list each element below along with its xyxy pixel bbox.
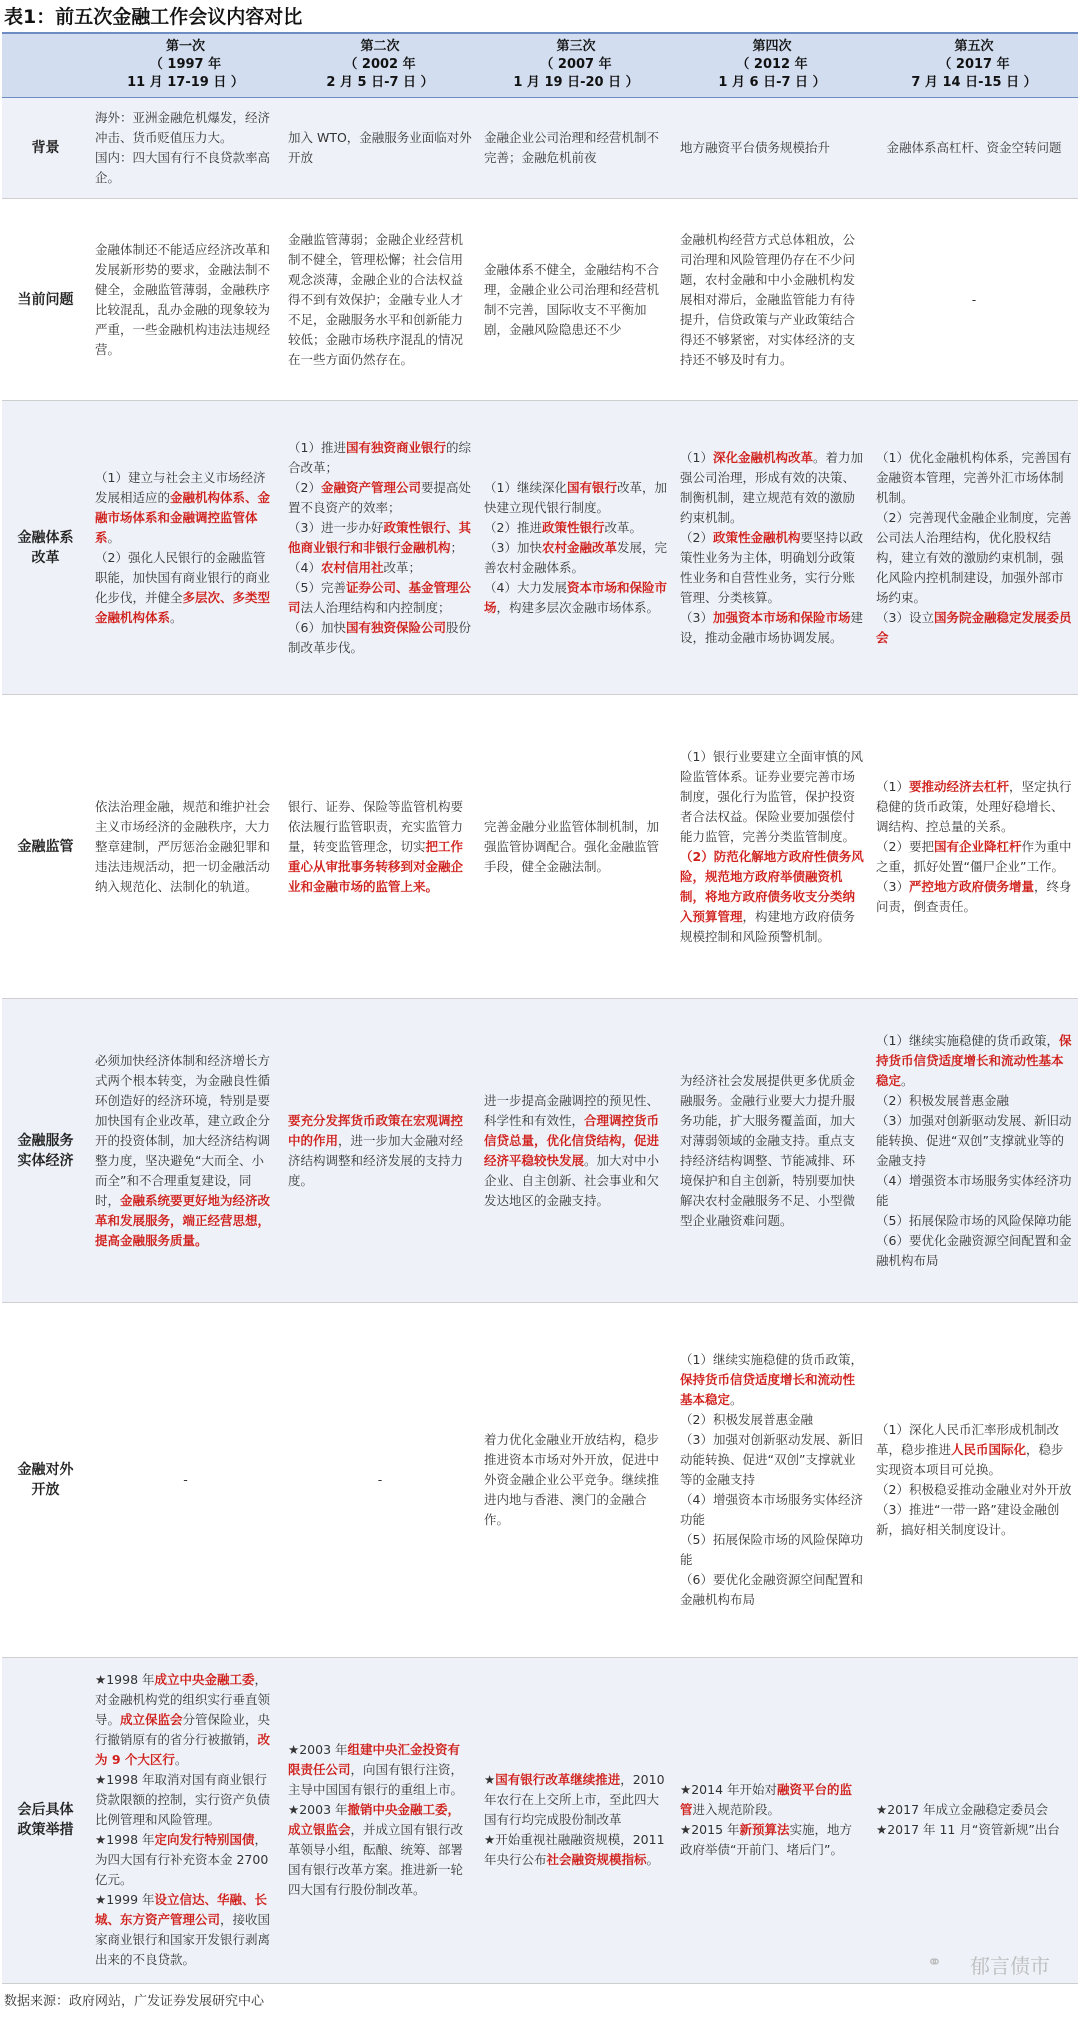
highlight-text: 保持货币信贷适度增长和流动性基本稳定 [876, 1032, 1072, 1088]
cell-text: （2）积极发展普惠金融 [876, 1092, 1009, 1108]
cell-text: ，对金融机构党的组织实行垂直领导。 [95, 1672, 271, 1728]
cell-text: ，进一步加大金融对经济结构调整和经济发展的支持力度。 [288, 1132, 464, 1188]
cell-text: ，构建多层次金融市场体系。 [496, 599, 660, 615]
cell-paragraph [680, 1820, 864, 1860]
cell-text: （6）要优化金融资源空间配置和金融机构布局 [876, 1232, 1072, 1268]
table-cell [478, 1303, 674, 1658]
cell-paragraph [876, 448, 1072, 508]
highlight-text: 国有独资保险公司 [345, 619, 446, 635]
cell-text: 地方融资平台债务规模抬升 [680, 139, 831, 155]
table-cell [89, 401, 282, 695]
cell-text: 金融监管薄弱；金融企业经营机制不健全，管理松懈；社会信用观念淡薄，金融企业的合法权益得不到有效保护；金融专业人才不足，金融服务水平和创新能力较低；金融市场秩序混乱的情况在一些方面仍然存在。 [288, 231, 464, 367]
cell-text: （1）银行业要建立全面审慎的风险监管体系。证券业要完善市场制度，强化行为监管，保护投资者合法权益。保险业要加强偿付能力监管，完善分类监管制度。 [680, 748, 863, 844]
cell-paragraph [95, 1830, 276, 1890]
cell-text: 进一步提高金融调控的预见性、科学性和有效性， [484, 1092, 660, 1128]
highlight-text: 成立中央金融工委 [154, 1672, 255, 1688]
cell-paragraph [484, 128, 668, 168]
cell-text: （1）继续实施稳健的货币政策， [680, 1351, 863, 1367]
cell-paragraph [288, 1470, 472, 1490]
cell-text: （2） [680, 529, 713, 545]
cell-text: （6）加快 [288, 619, 346, 635]
table-cell [282, 401, 478, 695]
table-cell [674, 401, 870, 695]
cell-text: 加入 WTO，金融服务业面临对外开放 [288, 129, 472, 165]
cell-paragraph [876, 608, 1072, 648]
table-cell [89, 1657, 282, 1983]
cell-text: ★开始重视社融融资规模，2011 年央行公布 [484, 1832, 665, 1868]
cell-paragraph [876, 290, 1072, 310]
cell-text: 。加大对中小企业、自主创新、社会事业和欠发达地区的金融支持。 [484, 1152, 660, 1208]
cell-paragraph [484, 578, 668, 618]
cell-text: ★2014 年开始对 [680, 1782, 777, 1798]
cell-paragraph [484, 538, 668, 578]
row-header: 金融服务 实体经济 [2, 999, 89, 1303]
cell-paragraph [95, 1670, 276, 1770]
highlight-text: 证券公司、基金管理公司 [288, 579, 471, 615]
cell-text: （1）继续深化 [484, 479, 567, 495]
table-cell [282, 695, 478, 999]
highlight-text: 融资平台的监管 [680, 1782, 853, 1818]
highlight-text: 农村信用社 [320, 559, 384, 575]
cell-paragraph [876, 1231, 1072, 1271]
cell-text: 着力优化金融业开放结构，稳步推进资本市场对外开放，促进中外资金融企业公平竞争。继续推进内地与香港、澳门的金融合作。 [484, 1431, 660, 1527]
watermark: 郁言债市 [970, 1954, 1050, 1978]
cell-paragraph [484, 478, 668, 518]
cell-paragraph [680, 608, 864, 648]
cell-text: （3）进一步办好 [288, 519, 384, 535]
cell-text: （4）大力发展 [484, 579, 567, 595]
cell-text: （3）加强对创新驱动发展、新旧动能转换、促进“双创”支撑就业等的金融支持 [680, 1431, 863, 1487]
cell-paragraph [680, 1071, 864, 1231]
cell-paragraph [680, 448, 864, 528]
table-cell [870, 1303, 1078, 1658]
comparison-table [2, 32, 1078, 1984]
wechat-bubble-icon: ⚭ [926, 1952, 942, 1973]
cell-paragraph [680, 138, 864, 158]
cell-paragraph [876, 837, 1072, 877]
cell-text: 国内：四大国有行不良贷款率高企。 [95, 149, 271, 185]
cell-paragraph [876, 1820, 1072, 1840]
cell-text: 为经济社会发展提供更多优质金融服务。金融行业要大力提升服务功能，扩大服务覆盖面，加大对薄弱领域的金融支持。重点支持经济结构调整、节能减排、环境保护和自主创新，特别要加快解决农村金融服务不足、小型微型企业融资难问题。 [680, 1072, 856, 1228]
cell-text: ，坚定执行稳健的货币政策，处理好稳增长、调结构、控总量的关系。 [876, 778, 1072, 834]
cell-paragraph [95, 797, 276, 897]
cell-text: ，构建地方政府债务规模控制和风险预警机制。 [680, 908, 856, 944]
cell-text: （5）拓展保险市场的风险保障功能 [680, 1531, 863, 1567]
cell-text: 金融体系高杠杆、资金空转问题 [886, 139, 1062, 155]
row-header: 会后具体 政策举措 [2, 1657, 89, 1983]
cell-text: （2）强化人民银行的金融监管职能，加快国有商业银行的商业化步伐，并健全 [95, 549, 271, 605]
cell-paragraph [876, 1171, 1072, 1211]
table-row [2, 1657, 1078, 1983]
cell-text: 。 [170, 609, 183, 625]
cell-paragraph [680, 1780, 864, 1820]
table-cell [674, 1303, 870, 1658]
cell-text: - [183, 1471, 188, 1487]
cell-paragraph [484, 817, 668, 877]
cell-paragraph [288, 128, 472, 168]
cell-paragraph [95, 1890, 276, 1970]
table-cell [282, 198, 478, 401]
column-header-3: 第三次 （ 2007 年 1 月 19 日-20 日 ） [478, 33, 674, 97]
cell-text: （3） [876, 878, 909, 894]
table-cell [478, 198, 674, 401]
cell-paragraph [876, 1211, 1072, 1231]
highlight-text: 撤销中央金融工委，成立银监会 [288, 1802, 461, 1838]
table-row [2, 1303, 1078, 1658]
cell-paragraph [95, 1470, 276, 1490]
row-header: 背景 [2, 97, 89, 198]
cell-text: 。 [646, 1852, 660, 1868]
table-cell [870, 695, 1078, 999]
highlight-text: 资本市场和保险市场 [484, 579, 667, 615]
cell-text: - [971, 291, 977, 307]
cell-text: （1）推进 [288, 439, 346, 455]
cell-text: 进入规范阶段。 [692, 1802, 781, 1818]
table-row [2, 97, 1078, 198]
cell-text: 金融体制还不能适应经济改革和发展新形势的要求，金融法制不健全，金融监管薄弱，金融秩序比较混乱，乱办金融的现象较为严重，一些金融机构违法违规经营。 [95, 241, 271, 357]
cell-paragraph [876, 508, 1072, 608]
cell-text: 。 [107, 529, 121, 545]
highlight-text: 人民币国际化 [951, 1441, 1027, 1457]
table-cell [282, 999, 478, 1303]
cell-paragraph [288, 478, 472, 518]
highlight-text: 政策性银行、其他商业银行和非银行金融机构 [288, 519, 471, 555]
table-cell [89, 695, 282, 999]
cell-text: 。 [174, 1752, 188, 1768]
cell-text: ； [450, 539, 464, 555]
table-cell [89, 1303, 282, 1658]
table-cell [478, 97, 674, 198]
cell-text: （6）要优化金融资源空间配置和金融机构布局 [680, 1571, 863, 1607]
cell-paragraph [680, 1530, 864, 1570]
cell-paragraph [876, 138, 1072, 158]
cell-text: ★ [484, 1772, 496, 1788]
cell-text: 海外：亚洲金融危机爆发，经济冲击、货币贬值压力大。 [95, 109, 271, 145]
highlight-text: 保持货币信贷适度增长和流动性基本稳定 [680, 1371, 856, 1407]
cell-text: ★2017 年 11 月“资管新规”出台 [876, 1822, 1060, 1838]
cell-text: （3）加强对创新驱动发展、新旧动能转换、促进“双创”支撑就业等的金融支持 [876, 1112, 1072, 1168]
cell-paragraph [876, 1091, 1072, 1111]
cell-paragraph [484, 1430, 668, 1530]
cell-text: 金融体系不健全，金融结构不合理，金融企业公司治理和经营机制不完善，国际收支不平衡加剧，金融风险隐患还不少 [484, 261, 660, 337]
cell-paragraph [876, 777, 1072, 837]
cell-paragraph [288, 1800, 472, 1900]
cell-text: 法人治理结构和内控制度； [300, 599, 451, 615]
highlight-text: 国有银行 [566, 479, 617, 495]
table-cell [478, 695, 674, 999]
cell-paragraph [876, 1111, 1072, 1171]
cell-text: 改革； [383, 559, 421, 575]
cell-text: ，向国有银行注资，主导中国国有银行的重组上市。 [288, 1762, 464, 1798]
cell-paragraph [95, 148, 276, 188]
cell-text: （3）加快 [484, 539, 542, 555]
cell-text: （4）增强资本市场服务实体经济功能 [680, 1491, 863, 1527]
table-cell [674, 999, 870, 1303]
cell-paragraph [288, 618, 472, 658]
cell-text: 完善金融分业监管体制机制，加强监管协调配合。强化金融监管手段，健全金融法制。 [484, 818, 660, 874]
cell-paragraph [680, 1430, 864, 1490]
cell-text: 。着力加强公司治理，形成有效的决策、制衡机制，建立规范有效的激励约束机制。 [680, 449, 863, 525]
table-cell [674, 97, 870, 198]
cell-text: 股份制改革步伐。 [288, 619, 471, 655]
cell-text: ★1998 年 [95, 1832, 155, 1848]
table-cell [478, 401, 674, 695]
highlight-text: 国有独资商业银行 [345, 439, 446, 455]
table-title: 表1：前五次金融工作会议内容对比 [4, 6, 303, 28]
highlight-text: 政策性金融机构 [712, 529, 801, 545]
highlight-text: 要充分发挥货币政策在宏观调控中的作用 [288, 1112, 464, 1148]
table-cell [870, 198, 1078, 401]
row-header: 金融体系 改革 [2, 401, 89, 695]
highlight-text: 定向发行特别国债 [154, 1832, 255, 1848]
cell-text: （2） [288, 479, 321, 495]
header-row [2, 33, 1078, 97]
cell-text: ，2010 年农行在上交所上市，至此四大国有行均完成股份制改革 [484, 1772, 665, 1828]
table-row [2, 999, 1078, 1303]
highlight-text: 农村金融改革 [541, 539, 617, 555]
highlight-text: 深化金融机构改革 [712, 449, 813, 465]
cell-paragraph [484, 260, 668, 340]
cell-text: （2）推进 [484, 519, 542, 535]
cell-text: ，接收国家商业银行和国家开发银行剥离出来的不良贷款。 [95, 1912, 271, 1968]
table-row [2, 401, 1078, 695]
highlight-text: （2）防范化解地方政府性债务风险，规范地方政府举债融资机制，将地方政府债务收支分类纳入预算管理 [680, 848, 864, 924]
highlight-text: 严控地方政府债务增量 [908, 878, 1034, 894]
cell-text: 改革。 [604, 519, 642, 535]
cell-text: （5）完善 [288, 579, 346, 595]
cell-paragraph [288, 558, 472, 578]
cell-text: 。 [901, 1072, 914, 1088]
cell-paragraph [288, 797, 472, 897]
cell-text: （1）优化金融机构体系，完善国有金融资本管理，完善外汇市场体制机制。 [876, 449, 1072, 505]
cell-paragraph [680, 1350, 864, 1410]
cell-text: ★2003 年 [288, 1742, 348, 1758]
highlight-text: 国有银行改革继续推进 [495, 1772, 621, 1788]
cell-text: 发展，完善农村金融体系。 [484, 539, 667, 575]
highlight-text: 国务院金融稳定发展委员会 [876, 609, 1072, 645]
highlight-text: 组建中央汇金投资有限责任公司 [288, 1742, 461, 1778]
cell-text: 必须加快经济体制和经济增长方式两个根本转变，为金融良性循环创造好的经济环境，特别是要加快国有企业改革，建立政企分开的投资体制，加大经济结构调整力度，坚决避免“大而全、小而全”和不合理重复建设，同时， [95, 1052, 271, 1208]
cell-paragraph [680, 230, 864, 370]
table-cell [282, 1303, 478, 1658]
cell-text: ，稳步实现资本项目可兑换。 [876, 1441, 1064, 1477]
cell-text: （3）设立 [876, 609, 934, 625]
highlight-text: 金融机构体系、金融市场体系和金融调控监管体系 [95, 489, 271, 545]
cell-paragraph [288, 518, 472, 558]
column-header-5: 第五次 （ 2017 年 7 月 14 日-15 日 ） [870, 33, 1078, 97]
cell-text: （1） [680, 449, 713, 465]
cell-text: ★2017 年成立金融稳定委员会 [876, 1802, 1048, 1818]
cell-paragraph [95, 548, 276, 628]
highlight-text: 成立保监会 [120, 1712, 183, 1728]
cell-text: ★1998 年取消对国有商业银行贷款限额的控制，实行资产负债比例管理和风险管理。 [95, 1772, 271, 1828]
cell-paragraph [876, 1031, 1072, 1091]
cell-paragraph [680, 1410, 864, 1430]
cell-paragraph [288, 230, 472, 370]
table-cell [89, 198, 282, 401]
cell-paragraph [288, 1111, 472, 1191]
highlight-text: 改为 9 个大区行 [95, 1732, 271, 1768]
source-note: 数据来源：政府网站，广发证券发展研究中心 [4, 1994, 265, 2009]
cell-paragraph [876, 877, 1072, 917]
table-cell [674, 1657, 870, 1983]
cell-paragraph [484, 1770, 668, 1830]
corner-header [2, 33, 89, 97]
table-cell [89, 999, 282, 1303]
cell-text: （3） [680, 609, 713, 625]
cell-text: （2）积极发展普惠金融 [680, 1411, 813, 1427]
highlight-text: 新预算法 [739, 1822, 790, 1838]
column-header-4: 第四次 （ 2012 年 1 月 6 日-7 日 ） [674, 33, 870, 97]
cell-text: ★2015 年 [680, 1822, 740, 1838]
cell-paragraph [876, 1800, 1072, 1820]
cell-text: （1） [876, 778, 909, 794]
cell-text: （5）拓展保险市场的风险保障功能 [876, 1212, 1072, 1228]
cell-text: （1）深化人民币汇率形成机制改革，稳步推进 [876, 1421, 1059, 1457]
cell-paragraph [288, 438, 472, 478]
cell-text: 实施，地方政府举债“开前门、堵后门”。 [680, 1822, 853, 1858]
row-header: 当前问题 [2, 198, 89, 401]
table-cell [478, 1657, 674, 1983]
highlight-text: 加强资本市场和保险市场 [712, 609, 851, 625]
cell-text: 要提高处置不良资产的效率； [288, 479, 471, 515]
highlight-text: 政策性银行 [541, 519, 605, 535]
table-cell [674, 198, 870, 401]
table-cell [870, 401, 1078, 695]
cell-paragraph [876, 1500, 1072, 1540]
cell-text: 改革，加快建立现代银行制度。 [484, 479, 667, 515]
row-header: 金融对外 开放 [2, 1303, 89, 1658]
highlight-text: 把工作重心从审批事务转移到对金融企业和金融市场的监管上来。 [288, 838, 464, 894]
cell-text: ★1998 年 [95, 1672, 155, 1688]
table-cell [282, 97, 478, 198]
cell-text: （1）继续实施稳健的货币政策， [876, 1032, 1059, 1048]
highlight-text: 设立信达、华融、长城、东方资产管理公司 [95, 1892, 268, 1928]
cell-text: 分管保险业，央行撤销原有的省分行被撤销， [95, 1712, 271, 1748]
cell-text: ★2003 年 [288, 1802, 348, 1818]
cell-text: 建设，推动金融市场协调发展。 [680, 609, 863, 645]
highlight-text: 金融系统要更好地为经济改革和发展服务，端正经营思想，提高金融服务质量。 [95, 1192, 271, 1248]
cell-paragraph [680, 1570, 864, 1610]
cell-paragraph [95, 1051, 276, 1251]
cell-paragraph [484, 518, 668, 538]
table-cell [282, 1657, 478, 1983]
cell-text: （2）要把 [876, 838, 934, 854]
cell-text: ，为四大国有行补充资本金 2700 亿元。 [95, 1832, 269, 1888]
cell-paragraph [680, 528, 864, 608]
row-header: 金融监管 [2, 695, 89, 999]
highlight-text: 合理调控货币信贷总量，优化信贷结构，促进经济平稳较快发展 [484, 1112, 660, 1168]
column-header-1: 第一次 （ 1997 年 11 月 17-19 日 ） [89, 33, 282, 97]
cell-text: 。 [730, 1391, 743, 1407]
cell-text: ，并成立国有银行改革领导小组，酝酿、统筹、部署国有银行改革方案。推进新一轮四大国有行股份制改革。 [288, 1822, 464, 1898]
cell-text: （1）建立与社会主义市场经济发展相适应的 [95, 469, 266, 505]
cell-paragraph [876, 1420, 1072, 1480]
cell-text: 的综合改革； [288, 439, 471, 475]
highlight-text: 金融资产管理公司 [320, 479, 421, 495]
cell-paragraph [95, 108, 276, 148]
highlight-text: 多层次、多类型金融机构体系 [95, 589, 271, 625]
cell-text: 金融机构经营方式总体粗放，公司治理和风险管理仍存在不少问题，农村金融和中小金融机构发展相对滞后，金融监管能力有待提升，信贷政策与产业政策结合得还不够紧密，对实体经济的支持还不够及时有力。 [680, 231, 856, 367]
table-cell [478, 999, 674, 1303]
cell-text: ，终身问责，倒查责任。 [876, 878, 1072, 914]
cell-text: ★1999 年 [95, 1892, 155, 1908]
cell-paragraph [484, 1091, 668, 1211]
cell-text: （2）完善现代金融企业制度，完善公司法人治理结构，优化股权结构，建立有效的激励约束机制，强化风险内控机制建设，加强外部市场约束。 [876, 509, 1072, 605]
highlight-text: 社会融资规模指标 [546, 1852, 647, 1868]
cell-paragraph [680, 1490, 864, 1530]
table-cell [674, 695, 870, 999]
cell-paragraph [95, 468, 276, 548]
cell-text: - [377, 1471, 383, 1487]
cell-text: 依法治理金融，规范和维护社会主义市场经济的金融秩序，大力整章建制，严厉惩治金融犯罪和违法违规活动，把一切金融活动纳入规范化、法制化的轨道。 [95, 798, 271, 894]
cell-text: 银行、证券、保险等监管机构要依法履行监管职责，充实监管力量，转变监管理念，切实 [288, 798, 464, 854]
cell-paragraph [288, 1740, 472, 1800]
cell-paragraph [876, 1480, 1072, 1500]
cell-text: 作为重中之重，抓好处置“僵尸企业”工作。 [876, 838, 1072, 874]
cell-paragraph [95, 240, 276, 360]
highlight-text: 要推动经济去杠杆 [908, 778, 1009, 794]
cell-paragraph [680, 847, 864, 947]
table-cell [870, 1657, 1078, 1983]
cell-text: 要坚持以政策性业务为主体，明确划分政策性业务和自营性业务，实行分账管理、分类核算。 [680, 529, 863, 605]
cell-paragraph [680, 747, 864, 847]
cell-text: （3）推进“一带一路”建设金融创新，搞好相关制度设计。 [876, 1501, 1060, 1537]
cell-paragraph [288, 578, 472, 618]
cell-text: （4） [288, 559, 321, 575]
table-cell [89, 97, 282, 198]
table-cell [870, 999, 1078, 1303]
cell-text: （2）积极稳妥推动金融业对外开放 [876, 1481, 1072, 1497]
cell-text: （4）增强资本市场服务实体经济功能 [876, 1172, 1072, 1208]
highlight-text: 国有企业降杠杆 [933, 838, 1022, 854]
table-row [2, 198, 1078, 401]
cell-paragraph [95, 1770, 276, 1830]
column-header-2: 第二次 （ 2002 年 2 月 5 日-7 日 ） [282, 33, 478, 97]
table-row [2, 695, 1078, 999]
cell-text: 金融企业公司治理和经营机制不完善；金融危机前夜 [484, 129, 660, 165]
cell-paragraph [484, 1830, 668, 1870]
table-cell [870, 97, 1078, 198]
